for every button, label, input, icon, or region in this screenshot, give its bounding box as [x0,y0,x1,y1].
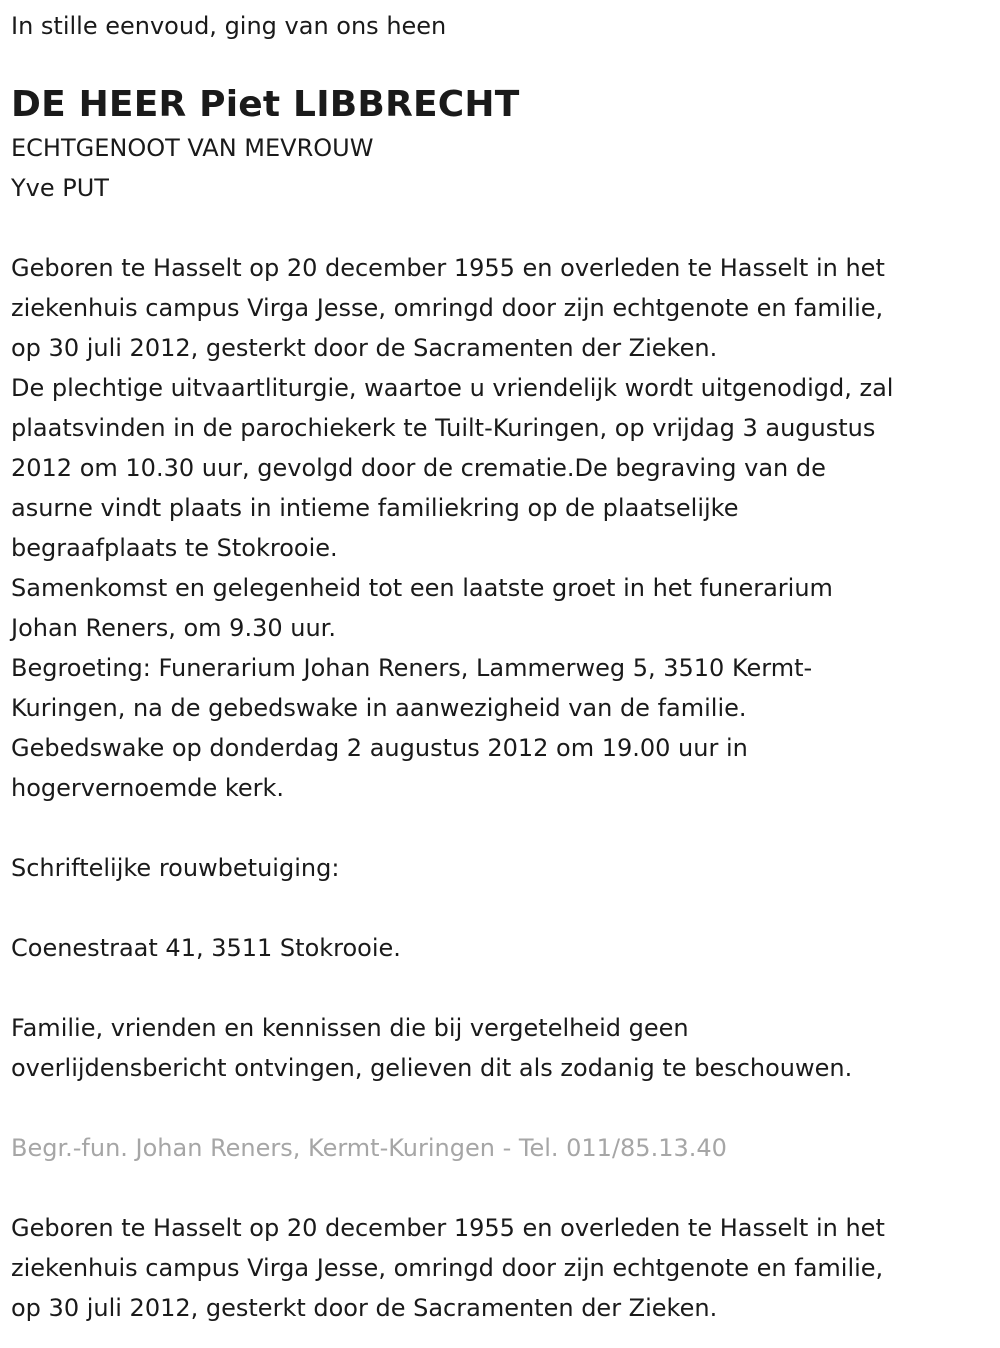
body-line: hogervernoemde kerk. [11,774,285,802]
intro-text: In stille eenvoud, ging van ons heen [11,12,447,40]
spacer [11,1168,990,1208]
body-line: Samenkomst en gelegenheid tot een laatste groet in het funerarium [11,574,833,602]
spacer [11,808,990,848]
body-line: Johan Reners, om 9.30 uur. [11,614,336,642]
repeat-line: op 30 juli 2012, gesterkt door de Sacramenten der Zieken. [11,1294,718,1322]
body-line: op 30 juli 2012, gesterkt door de Sacramenten der Zieken. [11,334,718,362]
body-line: plaatsvinden in de parochiekerk te Tuilt-Kuringen, op vrijdag 3 augustus [11,414,876,442]
notice-line: overlijdensbericht ontvingen, gelieven dit als zodanig te beschouwen. [11,1054,853,1082]
body-line: Geboren te Hasselt op 20 december 1955 en overleden te Hasselt in het [11,254,885,282]
spouse-name: Yve PUT [11,174,109,202]
deceased-name: DE HEER Piet LIBBRECHT [11,84,520,125]
funeral-home-credit: Begr.-fun. Johan Reners, Kermt-Kuringen - Tel. 011/85.13.40 [11,1134,727,1162]
spacer [11,968,990,1008]
body-line: 2012 om 10.30 uur, gevolgd door de crematie.De begraving van de [11,454,826,482]
repeat-line: Geboren te Hasselt op 20 december 1955 en overleden te Hasselt in het [11,1214,885,1242]
body-line: begraafplaats te Stokrooie. [11,534,338,562]
spouse-title: ECHTGENOOT VAN MEVROUW [11,134,374,162]
spacer [11,1088,990,1128]
body-line: Kuringen, na de gebedswake in aanwezigheid van de familie. [11,694,747,722]
body-line: ziekenhuis campus Virga Jesse, omringd door zijn echtgenote en familie, [11,294,884,322]
notice-paragraph [11,1008,990,1088]
repeat-line: ziekenhuis campus Virga Jesse, omringd door zijn echtgenote en familie, [11,1254,884,1282]
condolence-address: Coenestraat 41, 3511 Stokrooie. [11,934,401,962]
notice-line: Familie, vrienden en kennissen die bij vergetelheid geen [11,1014,689,1042]
body-line: De plechtige uitvaartliturgie, waartoe u vriendelijk wordt uitgenodigd, zal [11,374,894,402]
spacer [11,888,990,928]
spacer [11,208,990,248]
condolence-label: Schriftelijke rouwbetuiging: [11,854,340,882]
repeat-paragraph [11,1208,990,1328]
body-paragraph [11,248,990,808]
body-line: asurne vindt plaats in intieme familiekring op de plaatselijke [11,494,739,522]
body-line: Gebedswake op donderdag 2 augustus 2012 om 19.00 uur in [11,734,748,762]
body-line: Begroeting: Funerarium Johan Reners, Lammerweg 5, 3510 Kermt- [11,654,813,682]
